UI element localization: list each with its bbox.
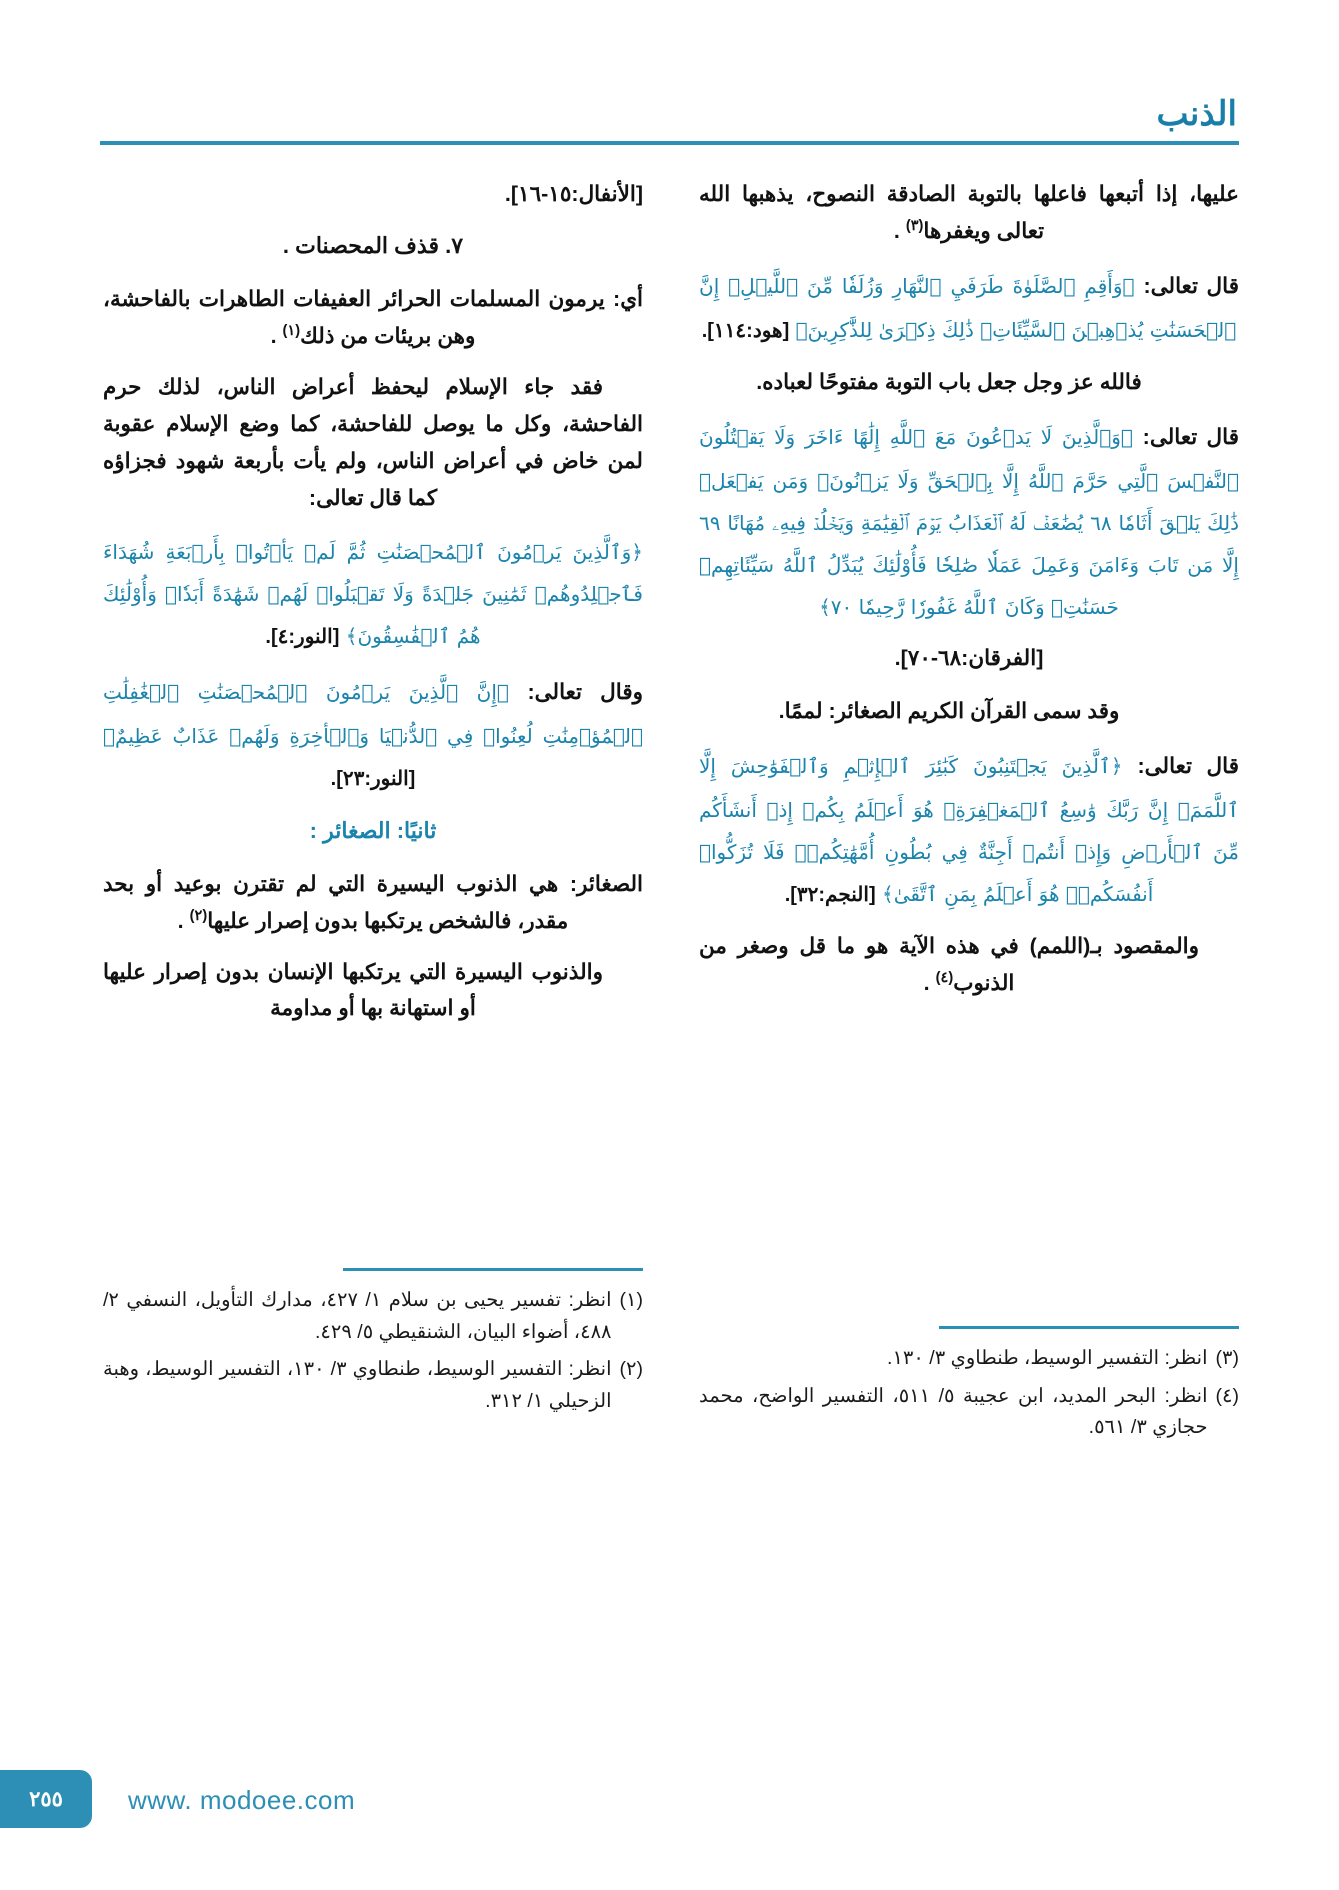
page-header [100, 96, 1239, 145]
section-heading-saghair: ثانيًا: الصغائر : [309, 817, 437, 843]
footnote-item [103, 1354, 643, 1417]
footnote-divider-left [939, 1326, 1239, 1329]
footnote-number: (٢) [619, 1358, 643, 1381]
footnote-text: انظر: التفسير الوسيط، طنطاوي ٣/ ١٣٠، التفسير الوسيط، وهبة الزحيلي ١/ ٣١٢. [103, 1358, 612, 1412]
page-footer [0, 1758, 1339, 1828]
quran-verse-nur-23: ﴿إِنَّ ٱلَّذِينَ يَرۡمُونَ ٱلۡمُحۡصَنَٰتِ ٱلۡغَٰفِلَٰتِ ٱلۡمُؤۡمِنَٰتِ لُعِنُوا۟ فِي ٱلدُّنۡيَا وَٱلۡأخِرَةِ وَلَهُمۡ عَذَابٌ عَظِيمٌ﴾ [103, 679, 643, 748]
section-heading-qadhf: ٧. قذف المحصنات . [282, 232, 464, 258]
quran-verse-furqan-68-70: ﴿وَٱلَّذِينَ لَا يَدۡعُونَ مَعَ ٱللَّهِ إِلَٰهًا ءَاخَرَ وَلَا يَقۡتُلُونَ ٱلنَّفۡسَ ٱلَّتِي حَرَّمَ ٱللَّهُ إِلَّا بِٱلۡحَقِّ وَلَا يَزۡنُونَۚ وَمَن يَفۡعَلۡ ذَٰلِكَ يَلۡقَ أَثَامٗا ٦٨ يُضَٰعَفۡ لَهُ ٱلۡعَذَابُ يَوۡمَ ٱلۡقِيَٰمَةِ وَيَخۡلُدۡ فِيهِۦ مُهَانًا ٦٩ إِلَّا مَن تَابَ وَءَامَنَ وَعَمِلَ عَمَلٗا صَٰلِحٗا فَأُوْلَٰئِكَ يُبَدِّلُ ٱللَّهُ سَيِّئَاتِهِمۡ حَسَنَٰتِۗ وَكَانَ ٱللَّهُ غَفُورٗا رَّحِيمٗا ٧٠﴾ [699, 425, 1239, 620]
lead-in-qala-taala-3: قال تعالى: [1137, 754, 1240, 779]
footnote-item [699, 1343, 1239, 1375]
footnote-number: (١) [619, 1289, 643, 1311]
right-paragraph-1-text: أي: يرمون المسلمات الحرائر العفيفات الطاهرات بالفاحشة، وهن بريئات من ذلك [103, 286, 643, 348]
right-paragraph-3-end: . [177, 908, 190, 933]
lead-in-qala-taala-2: قال تعالى: [1142, 425, 1240, 450]
website-url[interactable]: www. modoee.com [128, 1785, 356, 1815]
quran-source-furqan: [الفرقان:٦٨-٧٠]. [894, 646, 1044, 671]
right-paragraph-3 [103, 866, 643, 940]
column-left [699, 176, 1239, 1306]
quran-source-hud: [هود:١١٤]. [701, 320, 790, 343]
footnote-marker-4: (٤) [935, 970, 954, 987]
footnote-text: انظر: تفسير يحيى بن سلام ١/ ٤٢٧، مدارك التأويل، النسفي ٢/ ٤٨٨، أضواء البيان، الشنقيطي ٥/ ٤٢٩. [103, 1289, 612, 1343]
footnote-text: انظر: التفسير الوسيط، طنطاوي ٣/ ١٣٠. [887, 1347, 1208, 1369]
footnotes-right [103, 1268, 643, 1450]
quran-source-najm: [النجم:٣٢]. [784, 884, 876, 907]
page-number-badge: ٢٥٥ [0, 1770, 92, 1828]
left-paragraph-1-text: عليها، إذا أتبعها فاعلها بالتوبة الصادقة النصوح، يذهبها الله تعالى ويغفرها [699, 182, 1239, 243]
quran-block-right-2 [103, 670, 643, 800]
footnote-divider-right [343, 1268, 643, 1271]
left-paragraph-1 [699, 176, 1239, 250]
header-divider [100, 141, 1239, 145]
quran-source-nur-23: [النور:٢٣]. [330, 767, 416, 790]
footnote-number: (٤) [1215, 1384, 1239, 1407]
footnote-number: (٣) [1215, 1347, 1239, 1369]
left-paragraph-4 [699, 928, 1239, 1002]
left-paragraph-4-text: والمقصود بـ(اللمم) في هذه الآية هو ما قل وصغر من الذنوب [699, 934, 1199, 996]
right-paragraph-1 [103, 281, 643, 355]
right-paragraph-3-text: الصغائر: هي الذنوب اليسيرة التي لم تقترن بوعيد أو بحد مقدر، فالشخص يرتكبها بدون إصرار عليها [103, 871, 643, 933]
body-columns [100, 176, 1239, 1306]
footnote-text: انظر: البحر المديد، ابن عجيبة ٥/ ٥١١، التفسير الواضح، محمد حجازي ٣/ ٥٦١. [699, 1384, 1208, 1439]
quran-verse-hud-114: ﴿وَأَقِمِ ٱلصَّلَوٰةَ طَرَفَيِ ٱلنَّهَارِ وَزُلَفٗا مِّنَ ٱللَّيۡلِۚ إِنَّ ٱلۡحَسَنَٰتِ يُذۡهِبۡنَ ٱلسَّيِّئَاتِۚ ذَٰلِكَ ذِكۡرَىٰ لِلذَّٰكِرِينَ﴾ [699, 273, 1237, 343]
page-title: الذنب [1156, 95, 1237, 133]
quran-source-nur-4: [النور:٤]. [265, 625, 340, 648]
quran-block-left-1 [699, 264, 1239, 352]
footnote-item [103, 1285, 643, 1348]
quran-verse-najm-32: ﴿ٱلَّذِينَ يَجۡتَنِبُونَ كَبَٰئِرَ ٱلۡإِثۡمِ وَٱلۡفَوَٰحِشَ إِلَّا ٱللَّمَمَۚ إِنَّ رَبَّكَ وَٰسِعُ ٱلۡمَغۡفِرَةِۚ هُوَ أَعۡلَمُ بِكُمۡ إِذۡ أَنشَأَكُم مِّنَ ٱلۡأَرۡضِ وَإِذۡ أَنتُمۡ أَجِنَّةٌ فِي بُطُونِ أُمَّهَٰتِكُمۡۚ فَلَا تُزَكُّوا۟ أَنفُسَكُمۡۖ هُوَ أَعۡلَمُ بِمَنِ ٱتَّقَىٰ﴾ [699, 754, 1239, 907]
column-right [103, 176, 643, 1306]
right-paragraph-1-end: . [270, 323, 283, 348]
footnote-marker-1: (١) [282, 322, 301, 339]
lead-in-qala-taala-1: قال تعالى: [1143, 273, 1239, 298]
left-paragraph-1-end: . [893, 218, 906, 243]
right-paragraph-4: والذنوب اليسيرة التي يرتكبها الإنسان بدون إصرار عليها أو استهانة بها أو مداومة [103, 959, 603, 1021]
quran-block-right-1 [103, 531, 643, 658]
footnotes-area [100, 1268, 1239, 1450]
quran-block-left-3 [699, 744, 1239, 916]
footnotes-left [699, 1268, 1239, 1450]
lead-in-waqala-taala: وقال تعالى: [527, 679, 644, 704]
left-paragraph-2: فالله عز وجل جعل باب التوبة مفتوحًا لعباده. [756, 370, 1142, 395]
footnote-marker-2: (٢) [189, 907, 208, 924]
left-paragraph-4-end: . [923, 971, 936, 996]
footnote-item [699, 1381, 1239, 1444]
footnote-marker-3: (٣) [905, 217, 924, 234]
quran-block-left-2 [699, 415, 1239, 628]
left-paragraph-3: وقد سمى القرآن الكريم الصغائر: لممًا. [778, 699, 1120, 724]
source-ref-anfal: [الأنفال:١٥-١٦]. [504, 182, 643, 206]
right-paragraph-2: فقد جاء الإسلام ليحفظ أعراض الناس، لذلك حرم الفاحشة، وكل ما يوصل للفاحشة، كما وضع الإسلام عقوبة لمن خاض في أعراض الناس، ولم يأت بأربعة شهود فجزاؤه كما قال تعالى: [103, 374, 643, 510]
quran-verse-nur-4: ﴿وَٱلَّذِينَ يَرۡمُونَ ٱلۡمُحۡصَنَٰتِ ثُمَّ لَمۡ يَأۡتُوا۟ بِأَرۡبَعَةِ شُهَدَاءَ فَٱجۡلِدُوهُمۡ ثَمَٰنِينَ جَلۡدَةً وَلَا تَقۡبَلُوا۟ لَهُمۡ شَهَٰدَةً أَبَدٗاۚ وَأُوْلَٰئِكَ هُمُ ٱلۡفَٰسِقُونَ﴾ [103, 539, 643, 648]
